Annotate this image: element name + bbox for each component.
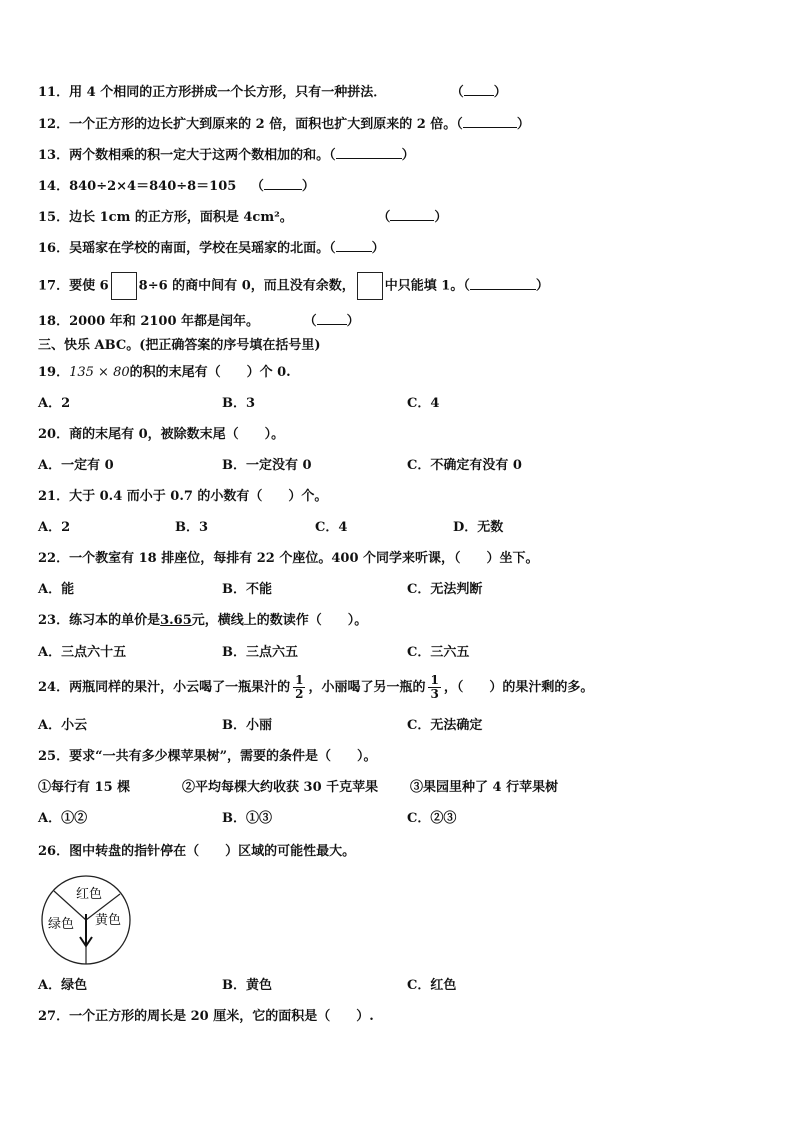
option-d[interactable]: D．无数 (453, 520, 504, 535)
question-23: 23．练习本的单价是3.65元，横线上的数读作（ ）。 (38, 613, 368, 628)
question-20: 20．商的末尾有 0，被除数末尾（ ）。 (38, 427, 285, 442)
spinner-diagram (40, 874, 132, 966)
region-yellow-label: 黄色 (95, 913, 122, 928)
option-b[interactable]: B．不能 (222, 582, 272, 597)
option-b[interactable]: B．一定没有 0 (222, 458, 312, 473)
question-27: 27．一个正方形的周长是 20 厘米，它的面积是（ ）. (38, 1009, 374, 1024)
option-c[interactable]: C．不确定有没有 0 (407, 458, 522, 473)
section-heading: 三、快乐 ABC。(把正确答案的序号填在括号里) (38, 338, 321, 353)
answer-blank[interactable] (336, 145, 402, 159)
fraction-one-half: $\frac{1}{2}$ (295, 673, 304, 701)
question-24: 24．两瓶同样的果汁，小云喝了一瓶果汁的 $\frac{1}{2}$ ，小丽喝了另一瓶的 $\frac{1}{3}$ ，（ ）的果汁剩的多。 (38, 673, 594, 701)
region-red-label: 红色 (76, 887, 103, 902)
question-16: 16．吴瑶家在学校的南面，学校在吴瑶家的北面。（ ） (38, 238, 385, 258)
question-22: 22．一个教室有 18 排座位，每排有 22 个座位。400 个同学来听课，（ ）坐下。 (38, 551, 539, 566)
answer-blank[interactable] (470, 276, 536, 290)
answer-blank[interactable] (264, 176, 302, 190)
question-15: 15．边长 1cm 的正方形，面积是 4cm²。 （ ） (38, 207, 447, 227)
answer-blank[interactable] (336, 238, 372, 252)
option-a[interactable]: A．三点六十五 (38, 645, 127, 660)
condition-3: ③果园里种了 4 行苹果树 (410, 780, 559, 795)
answer-blank[interactable] (463, 114, 517, 128)
answer-blank[interactable] (317, 311, 347, 325)
condition-2: ②平均每棵大约收获 30 千克苹果 (182, 780, 379, 795)
fraction-one-third: $\frac{1}{3}$ (430, 673, 439, 701)
question-19: 19．135 × 80的积的末尾有（ ）个 0. (38, 365, 291, 380)
option-a[interactable]: A．能 (38, 582, 75, 597)
option-c[interactable]: C．4 (407, 396, 440, 411)
option-b[interactable]: B．3 (175, 520, 209, 535)
answer-blank[interactable] (464, 82, 494, 96)
option-b[interactable]: B．黄色 (222, 978, 272, 993)
question-14: 14．840÷2×4＝840÷8＝105 （ ） (38, 176, 315, 196)
option-a[interactable]: A．绿色 (38, 978, 88, 993)
option-a[interactable]: A．2 (38, 396, 71, 411)
question-17: 17．要使 6 8÷6 的商中间有 0，而且没有余数， 中只能填 1。（ ） (38, 272, 549, 301)
option-c[interactable]: C．无法判断 (407, 582, 483, 597)
option-c[interactable]: C．4 (315, 520, 348, 535)
option-b[interactable]: B．三点六五 (222, 645, 298, 660)
condition-1: ①每行有 15 棵 (38, 780, 131, 795)
question-25: 25．要求“一共有多少棵苹果树”，需要的条件是（ ）。 (38, 749, 377, 764)
option-a[interactable]: A．①② (38, 811, 88, 826)
question-13: 13．两个数相乘的积一定大于这两个数相加的和。（ ） (38, 145, 415, 165)
option-a[interactable]: A．一定有 0 (38, 458, 114, 473)
option-c[interactable]: C．红色 (407, 978, 457, 993)
option-a[interactable]: A．2 (38, 520, 71, 535)
option-b[interactable]: B．3 (222, 396, 256, 411)
region-green-label: 绿色 (48, 917, 75, 932)
option-c[interactable]: C．②③ (407, 811, 457, 826)
question-18: 18．2000 年和 2100 年都是闰年。 （ ） (38, 311, 360, 331)
option-b[interactable]: B．小丽 (222, 718, 272, 733)
option-c[interactable]: C．三六五 (407, 645, 470, 660)
answer-blank[interactable] (390, 207, 434, 221)
question-26: 26．图中转盘的指针停在（ ）区域的可能性最大。 (38, 844, 356, 859)
option-a[interactable]: A．小云 (38, 718, 88, 733)
digit-box[interactable] (357, 272, 383, 300)
digit-box[interactable] (111, 272, 137, 300)
option-b[interactable]: B．①③ (222, 811, 272, 826)
question-11: 11．用 4 个相同的正方形拼成一个长方形，只有一种拼法． （ ） (38, 82, 507, 102)
question-12: 12．一个正方形的边长扩大到原来的 2 倍，面积也扩大到原来的 2 倍。（ ） (38, 114, 530, 134)
underlined-number: 3.65 (160, 613, 192, 628)
question-21: 21．大于 0.4 而小于 0.7 的小数有（ ）个。 (38, 489, 328, 504)
option-c[interactable]: C．无法确定 (407, 718, 483, 733)
